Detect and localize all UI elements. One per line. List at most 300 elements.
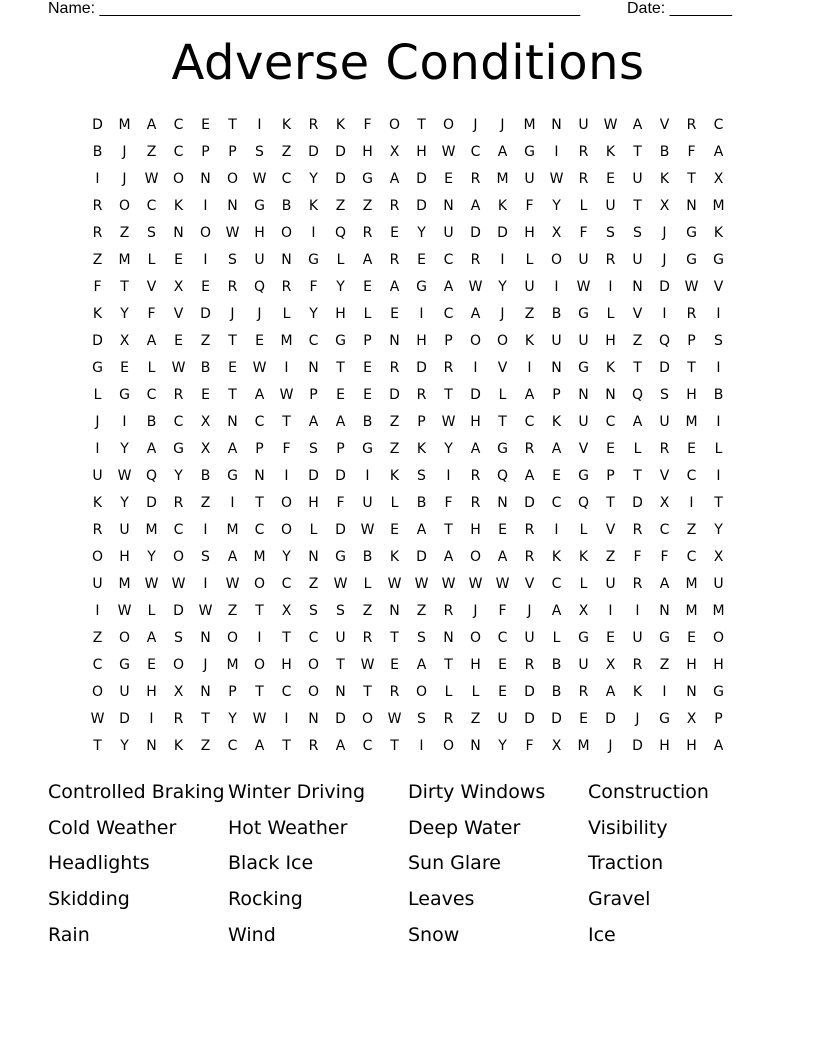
grid-letter: P [417,414,426,430]
grid-letter: I [473,360,478,376]
grid-letter: H [470,657,481,673]
grid-letter: N [659,603,670,619]
grid-letter: Y [228,711,237,727]
grid-letter: H [416,144,427,160]
grid-letter: O [226,630,239,646]
grid-letter: C [362,738,373,754]
grid-letter: Z [416,603,427,619]
grid-letter: N [308,711,319,727]
grid-letter: Z [470,711,481,727]
grid-letter: T [417,117,426,133]
grid-letter: K [551,549,562,565]
grid-letter: W [252,360,267,376]
grid-letter: Z [200,333,211,349]
grid-letter: G [578,468,589,484]
grid-letter: S [255,144,264,160]
grid-letter: R [362,630,373,646]
grid-letter: L [579,522,588,538]
grid-letter: R [605,252,616,268]
grid-letter: C [686,468,697,484]
grid-letter: R [389,198,400,214]
grid-letter: I [716,414,721,430]
grid-letter: A [443,549,454,565]
grid-letter: A [470,306,481,322]
grid-letter: E [255,333,264,349]
grid-letter: T [633,468,642,484]
grid-letter: M [712,603,725,619]
grid-letter: B [416,495,427,511]
grid-letter: T [444,522,453,538]
grid-letter: E [174,252,183,268]
grid-letter: T [336,657,345,673]
grid-letter: M [226,522,239,538]
grid-letter: G [578,306,589,322]
letter-grid [84,112,732,760]
grid-letter: G [254,198,265,214]
grid-letter: H [524,225,535,241]
grid-letter: O [118,630,131,646]
grid-letter: T [282,414,291,430]
grid-letter: Z [281,144,292,160]
grid-letter: C [443,306,454,322]
grid-letter: E [201,117,210,133]
grid-letter: D [92,117,103,133]
grid-letter: I [257,117,262,133]
grid-letter: C [524,414,535,430]
word-row [48,882,768,918]
grid-letter: I [446,468,451,484]
grid-letter: X [200,441,211,457]
grid-letter: X [686,711,697,727]
grid-letter: A [443,279,454,295]
grid-letter: L [525,252,534,268]
grid-letter: W [360,522,375,538]
grid-letter: O [172,549,185,565]
grid-letter: M [685,576,698,592]
grid-letter: T [255,684,264,700]
grid-letter: S [228,252,237,268]
grid-letter: O [253,576,266,592]
grid-letter: G [227,468,238,484]
grid-letter: P [444,333,453,349]
grid-row [84,166,732,193]
grid-letter: Y [282,549,291,565]
grid-letter: S [174,630,183,646]
grid-letter: L [579,198,588,214]
grid-letter: O [550,252,563,268]
grid-letter: Y [336,279,345,295]
grid-letter: L [336,252,345,268]
word-list-item: Rocking [228,888,303,911]
grid-letter: C [92,657,103,673]
grid-letter: I [122,414,127,430]
grid-letter: W [171,360,186,376]
grid-letter: L [309,522,318,538]
grid-letter: R [389,252,400,268]
grid-letter: G [416,279,427,295]
grid-letter: O [199,225,212,241]
grid-letter: J [500,306,505,322]
grid-letter: G [578,630,589,646]
word-list-item: Controlled Braking [48,781,225,803]
grid-letter: R [659,441,670,457]
grid-letter: P [687,333,696,349]
grid-letter: Z [605,549,616,565]
grid-letter: W [603,117,618,133]
grid-letter: E [687,630,696,646]
grid-letter: I [662,684,667,700]
grid-letter: X [551,738,562,754]
grid-letter: E [201,387,210,403]
grid-letter: C [470,144,481,160]
grid-letter: O [388,117,401,133]
grid-letter: I [554,279,559,295]
grid-letter: B [551,306,562,322]
grid-letter: L [147,252,156,268]
grid-letter: E [498,522,507,538]
grid-letter: G [119,387,130,403]
grid-letter: X [713,549,724,565]
grid-letter: G [686,225,697,241]
word-list-item: Deep Water [408,816,521,839]
grid-letter: G [497,441,508,457]
grid-letter: O [442,738,455,754]
grid-row [84,625,732,652]
grid-letter: I [284,360,289,376]
grid-letter: W [441,576,456,592]
grid-row [84,382,732,409]
grid-letter: D [92,333,103,349]
grid-letter: E [363,279,372,295]
grid-letter: N [200,684,211,700]
grid-letter: S [606,225,615,241]
grid-letter: O [91,549,104,565]
grid-letter: D [416,171,427,187]
grid-letter: B [551,684,562,700]
grid-letter: O [307,684,320,700]
grid-letter: W [387,576,402,592]
grid-letter: A [713,738,724,754]
grid-letter: K [605,360,616,376]
grid-letter: K [281,117,292,133]
grid-letter: S [417,630,426,646]
grid-letter: X [659,495,670,511]
grid-letter: R [92,198,103,214]
grid-letter: D [632,738,643,754]
grid-letter: U [443,225,454,241]
grid-letter: D [632,495,643,511]
grid-letter: R [578,171,589,187]
grid-letter: V [497,360,508,376]
grid-letter: H [362,144,373,160]
grid-letter: W [90,711,105,727]
grid-letter: V [659,468,670,484]
grid-letter: O [469,549,482,565]
grid-letter: N [227,414,238,430]
grid-letter: F [336,495,345,511]
grid-letter: U [524,279,535,295]
grid-letter: C [146,387,157,403]
grid-letter: E [120,360,129,376]
grid-letter: X [713,171,724,187]
grid-letter: C [497,630,508,646]
grid-row [84,409,732,436]
grid-letter: P [228,684,237,700]
grid-letter: U [605,576,616,592]
grid-letter: A [146,333,157,349]
grid-letter: X [173,279,184,295]
word-list-item: Ice [588,923,616,946]
grid-letter: H [335,306,346,322]
grid-letter: W [360,657,375,673]
grid-letter: F [633,549,642,565]
grid-letter: K [659,171,670,187]
grid-letter: T [228,117,237,133]
grid-letter: O [280,522,293,538]
grid-row [84,220,732,247]
grid-letter: A [659,576,670,592]
grid-letter: R [308,117,319,133]
grid-letter: I [716,468,721,484]
word-list-item: Wind [228,923,276,946]
grid-letter: D [335,522,346,538]
grid-letter: W [495,576,510,592]
word-list-item: Winter Driving [228,781,366,803]
grid-letter: U [605,198,616,214]
grid-letter: M [118,252,131,268]
grid-letter: I [554,522,559,538]
grid-letter: A [146,441,157,457]
grid-letter: V [146,279,157,295]
grid-letter: U [551,333,562,349]
grid-letter: T [228,387,237,403]
grid-letter: W [333,576,348,592]
grid-letter: A [416,522,427,538]
grid-letter: A [632,414,643,430]
grid-letter: Y [147,549,156,565]
grid-letter: E [363,360,372,376]
grid-letter: A [254,738,265,754]
grid-letter: N [173,225,184,241]
grid-letter: J [257,306,262,322]
grid-letter: D [389,387,400,403]
grid-letter: U [335,630,346,646]
grid-letter: C [551,495,562,511]
grid-letter: F [309,279,318,295]
grid-letter: C [227,738,238,754]
grid-letter: I [203,198,208,214]
grid-letter: F [525,198,534,214]
grid-letter: B [713,387,724,403]
grid-letter: H [416,333,427,349]
grid-letter: N [551,117,562,133]
grid-letter: A [362,252,373,268]
grid-letter: V [173,306,184,322]
word-list [48,775,768,953]
grid-letter: L [444,684,453,700]
grid-row [84,301,732,328]
grid-letter: R [578,144,589,160]
grid-letter: R [470,468,481,484]
grid-letter: W [441,414,456,430]
grid-letter: T [255,603,264,619]
grid-row [84,247,732,274]
grid-letter: F [579,225,588,241]
word-list-item: Snow [408,923,460,946]
grid-letter: W [252,171,267,187]
grid-letter: E [147,657,156,673]
grid-letter: W [549,171,564,187]
grid-letter: C [173,522,184,538]
grid-letter: B [362,414,373,430]
grid-letter: U [92,576,103,592]
grid-letter: M [280,333,293,349]
grid-letter: T [390,630,399,646]
grid-letter: K [605,144,616,160]
word-list-item: Hot Weather [228,816,348,839]
grid-letter: F [444,495,453,511]
grid-row [84,463,732,490]
grid-letter: M [712,198,725,214]
word-list-item: Cold Weather [48,816,177,839]
grid-letter: R [632,657,643,673]
grid-letter: K [416,441,427,457]
grid-letter: C [146,198,157,214]
grid-letter: K [389,549,400,565]
grid-letter: R [227,279,238,295]
page-title: Adverse Conditions [171,35,645,91]
grid-letter: U [524,630,535,646]
grid-letter: F [660,549,669,565]
grid-letter: F [498,603,507,619]
grid-letter: P [309,387,318,403]
grid-letter: A [416,657,427,673]
word-list-item: Headlights [48,852,150,875]
grid-letter: C [173,144,184,160]
grid-letter: P [201,144,210,160]
grid-letter: N [335,684,346,700]
grid-letter: C [281,171,292,187]
grid-letter: L [147,603,156,619]
grid-letter: U [92,468,103,484]
grid-letter: R [389,360,400,376]
grid-letter: J [473,603,478,619]
grid-letter: B [200,360,211,376]
grid-letter: K [524,333,535,349]
grid-letter: R [632,522,643,538]
grid-letter: C [254,414,265,430]
grid-letter: I [419,306,424,322]
grid-letter: I [608,279,613,295]
grid-letter: G [362,171,373,187]
grid-letter: Z [335,198,346,214]
grid-letter: A [470,441,481,457]
grid-letter: K [335,117,346,133]
grid-letter: V [659,117,670,133]
grid-letter: Z [92,252,103,268]
grid-letter: L [363,576,372,592]
grid-letter: T [687,171,696,187]
grid-letter: M [523,117,536,133]
grid-letter: I [608,603,613,619]
grid-letter: R [470,495,481,511]
grid-letter: L [471,684,480,700]
grid-letter: B [92,144,103,160]
grid-letter: Z [308,576,319,592]
grid-letter: D [470,387,481,403]
grid-letter: A [308,414,319,430]
grid-letter: M [496,171,509,187]
grid-row [84,355,732,382]
grid-letter: E [174,333,183,349]
grid-letter: L [552,630,561,646]
grid-letter: E [228,360,237,376]
grid-letter: N [200,171,211,187]
word-row [48,775,768,811]
grid-letter: E [606,171,615,187]
grid-letter: G [659,711,670,727]
grid-letter: T [336,360,345,376]
word-list-item: Construction [588,781,709,803]
grid-letter: Y [552,198,561,214]
grid-letter: A [497,144,508,160]
grid-letter: Z [659,657,670,673]
grid-letter: V [605,522,616,538]
grid-letter: I [284,468,289,484]
grid-row [84,733,732,760]
grid-letter: P [552,387,561,403]
grid-letter: J [527,603,532,619]
grid-letter: I [203,252,208,268]
grid-letter: N [470,738,481,754]
grid-letter: P [363,333,372,349]
grid-letter: C [173,117,184,133]
grid-letter: Z [146,144,157,160]
grid-letter: R [470,252,481,268]
grid-letter: S [633,225,642,241]
grid-letter: V [524,576,535,592]
grid-letter: R [173,387,184,403]
grid-letter: M [253,549,266,565]
grid-row [84,193,732,220]
grid-letter: Z [200,738,211,754]
grid-letter: J [635,711,640,727]
grid-letter: P [228,144,237,160]
grid-letter: C [605,414,616,430]
grid-letter: N [443,630,454,646]
grid-letter: D [416,198,427,214]
grid-letter: R [524,657,535,673]
grid-letter: U [578,657,589,673]
grid-letter: U [362,495,373,511]
grid-letter: T [282,630,291,646]
grid-letter: H [254,225,265,241]
grid-letter: C [443,252,454,268]
grid-letter: E [390,657,399,673]
grid-letter: D [551,711,562,727]
grid-letter: K [551,414,562,430]
grid-letter: P [606,468,615,484]
grid-letter: W [225,225,240,241]
grid-letter: A [524,387,535,403]
grid-letter: W [225,576,240,592]
grid-letter: X [389,144,400,160]
grid-row [84,112,732,139]
grid-row [84,571,732,598]
grid-letter: A [632,117,643,133]
grid-letter: R [578,684,589,700]
grid-letter: S [417,468,426,484]
